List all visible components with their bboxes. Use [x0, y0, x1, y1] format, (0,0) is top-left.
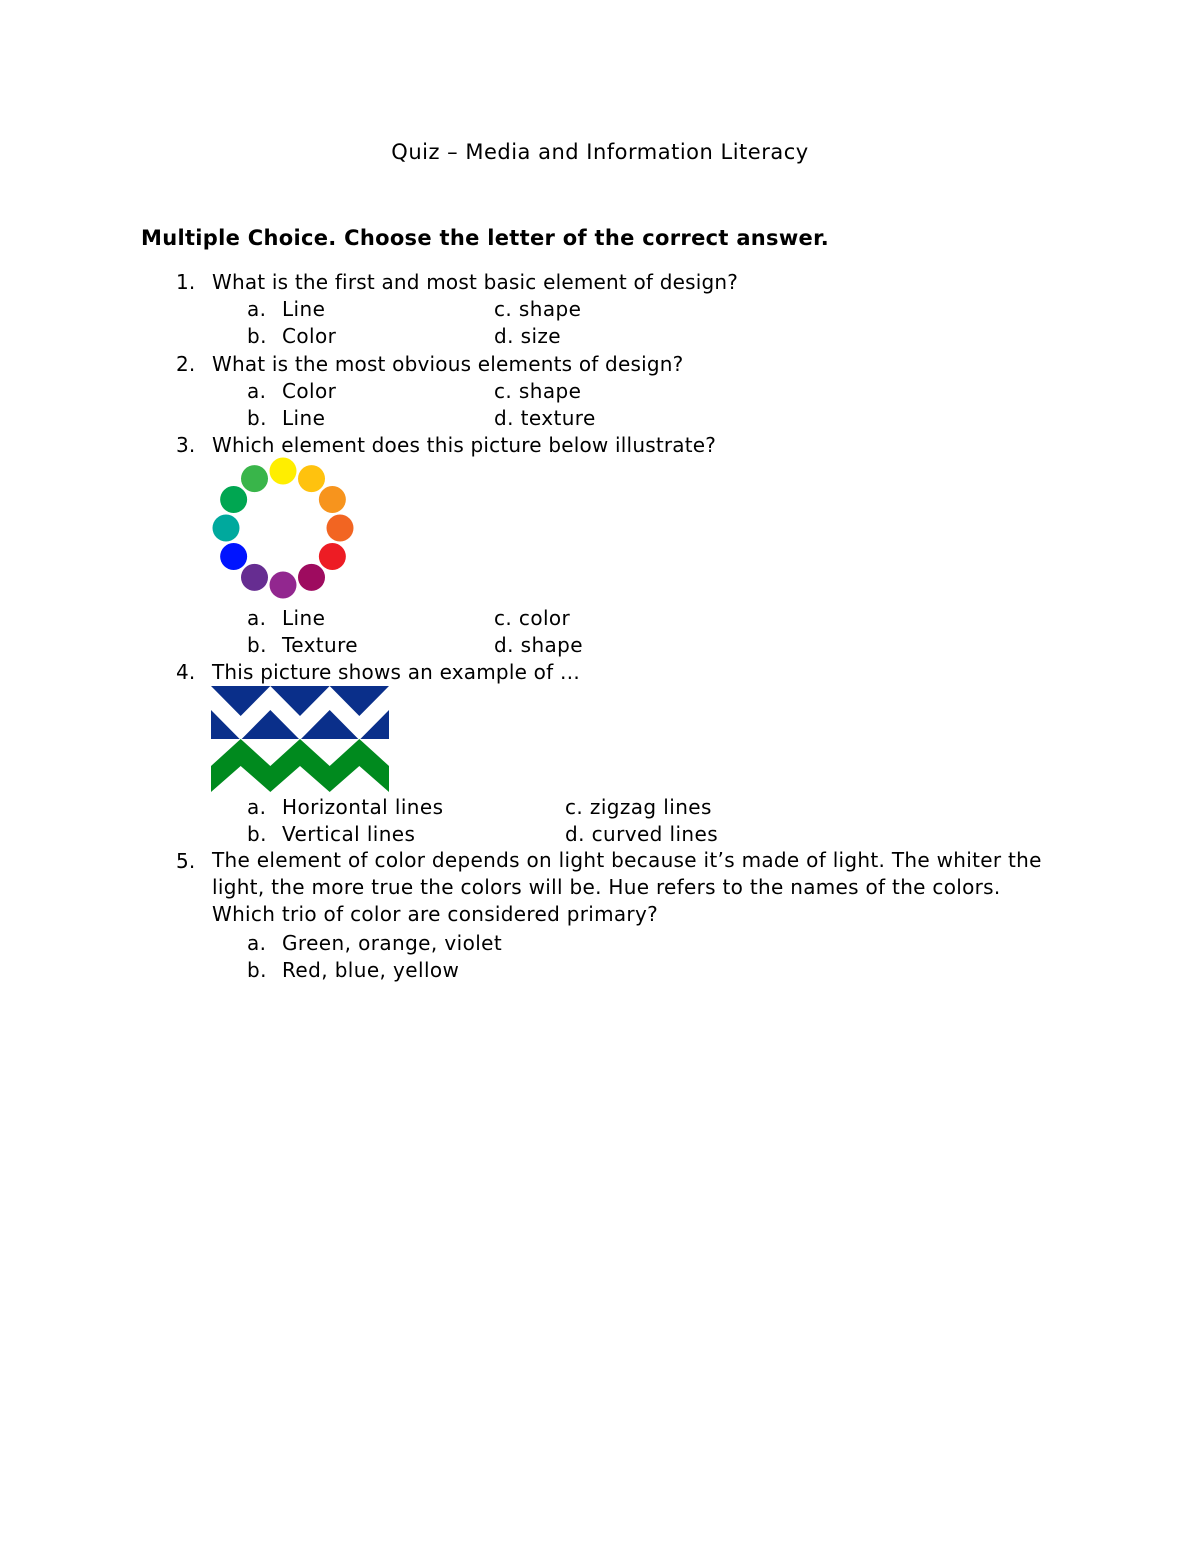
question-4-number: 4.: [176, 660, 196, 684]
color-wheel-dot: [298, 465, 325, 492]
q3-option-c-text: color: [518, 606, 571, 630]
color-wheel-dot: [241, 465, 268, 492]
question-5-text: The element of color depends on light because it’s made of light. The whiter the light, the more true the colors will be. Hue refers to the names of the colors. Which trio of color are considered primary?: [212, 848, 1042, 926]
color-wheel-dot: [270, 572, 297, 599]
q1-option-b-text: Color: [282, 324, 337, 348]
q3-option-a-letter: a.: [247, 606, 267, 630]
color-wheel-dot: [319, 543, 346, 570]
q1-option-c-text: shape: [518, 297, 582, 321]
q4-option-c-text: zigzag lines: [589, 795, 712, 819]
zigzag-green-stripe: [211, 739, 389, 792]
question-3-number: 3.: [176, 433, 196, 457]
q1-option-c-letter: c.: [494, 297, 513, 321]
q2-option-c-letter: c.: [494, 379, 513, 403]
q3-option-b-letter: b.: [247, 633, 267, 657]
q2-option-d-text: texture: [520, 406, 596, 430]
question-1-number: 1.: [176, 270, 196, 294]
q5-option-a-text: Green, orange, violet: [282, 931, 503, 955]
q3-option-d-text: shape: [520, 633, 583, 657]
q1-option-d-letter: d.: [494, 324, 514, 348]
question-1-text: What is the first and most basic element of design?: [212, 270, 739, 294]
q4-option-a-text: Horizontal lines: [282, 795, 444, 819]
q4-option-a-letter: a.: [247, 795, 267, 819]
q4-option-d: [565, 822, 718, 846]
color-wheel-dot: [241, 564, 268, 591]
q4-option-b-letter: b.: [247, 822, 267, 846]
color-wheel-image: [205, 455, 365, 605]
question-2-number: 2.: [176, 352, 196, 376]
zigzag-pattern-image: [211, 686, 389, 792]
color-wheel-dot: [319, 486, 346, 513]
q2-option-c-text: shape: [518, 379, 582, 403]
q1-option-a-text: Line: [282, 297, 326, 321]
q2-option-a-letter: a.: [247, 379, 267, 403]
q4-option-d-text: curved lines: [591, 822, 719, 846]
question-4-text: This picture shows an example of …: [212, 660, 581, 684]
q5-option-a-letter: a.: [247, 931, 267, 955]
q2-option-b-text: Line: [282, 406, 326, 430]
color-wheel-dot: [220, 543, 247, 570]
color-wheel-dots: [213, 458, 354, 599]
q2-option-d-letter: d.: [494, 406, 514, 430]
q4-option-c-letter: c.: [565, 795, 584, 819]
q1-option-d: [494, 324, 561, 348]
q4-option-b-text: Vertical lines: [282, 822, 416, 846]
q4-option-d-letter: d.: [565, 822, 585, 846]
quiz-title: Quiz – Media and Information Literacy: [391, 140, 809, 164]
color-wheel-dot: [220, 486, 247, 513]
q1-option-b-letter: b.: [247, 324, 267, 348]
q5-option-b-letter: b.: [247, 958, 267, 982]
section-heading: Multiple Choice. Choose the letter of the correct answer.: [141, 226, 830, 250]
q2-option-a-text: Color: [282, 379, 337, 403]
q2-option-d: [494, 406, 596, 430]
color-wheel-dot: [298, 564, 325, 591]
q2-option-b-letter: b.: [247, 406, 267, 430]
q3-option-c-letter: c.: [494, 606, 513, 630]
q4-option-c: [565, 795, 712, 819]
q3-option-c: [494, 606, 570, 630]
q3-option-a-text: Line: [282, 606, 326, 630]
q3-option-b-text: Texture: [282, 633, 359, 657]
q5-option-b-text: Red, blue, yellow: [282, 958, 460, 982]
color-wheel-dot: [327, 515, 354, 542]
color-wheel-dot: [270, 458, 297, 485]
q1-option-c: [494, 297, 581, 321]
q3-option-d: [494, 633, 583, 657]
color-wheel-dot: [213, 515, 240, 542]
q1-option-d-text: size: [520, 324, 562, 348]
q3-option-d-letter: d.: [494, 633, 514, 657]
q1-option-a-letter: a.: [247, 297, 267, 321]
question-2-text: What is the most obvious elements of design?: [212, 352, 684, 376]
q2-option-c: [494, 379, 581, 403]
question-5-number: 5.: [176, 849, 196, 873]
question-3-text: Which element does this picture below illustrate?: [212, 433, 717, 457]
